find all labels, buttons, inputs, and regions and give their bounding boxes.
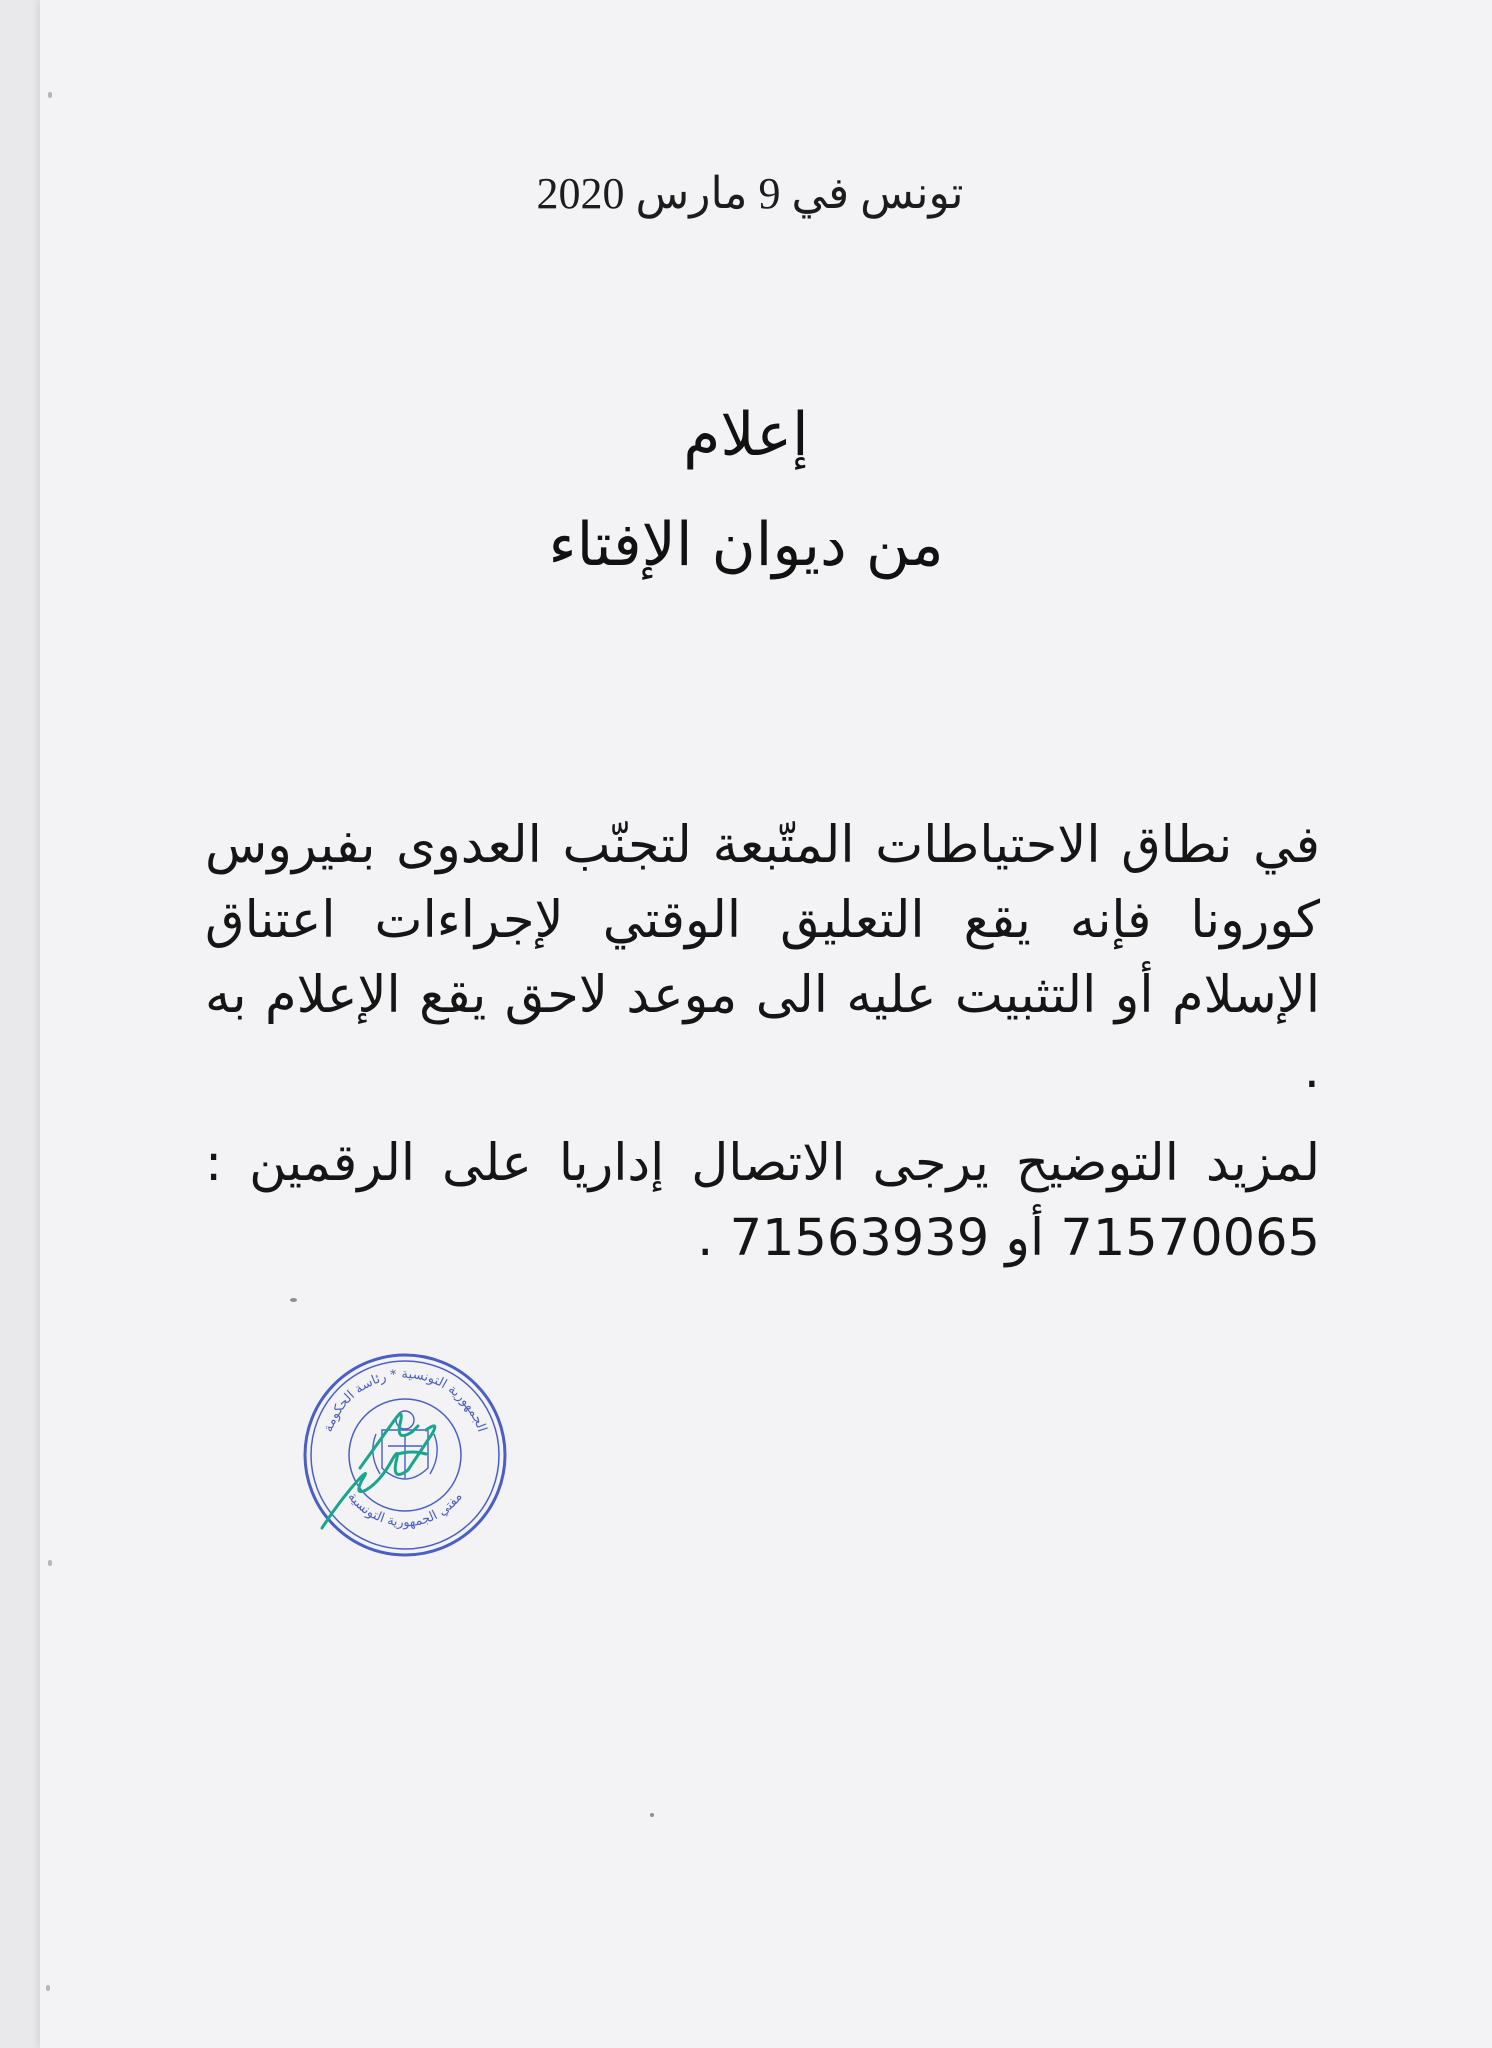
contact-intro: لمزيد التوضيح يرجى الاتصال إداريا على الرقمين : (205, 1134, 1320, 1193)
connector-word: أو (1005, 1209, 1045, 1268)
official-stamp (300, 1350, 510, 1560)
notice-subtitle: من ديوان الإفتاء (548, 510, 944, 580)
closing-dot: . (697, 1209, 714, 1268)
scan-speck (650, 1813, 654, 1817)
scan-speck (290, 1298, 297, 1302)
notice-title: إعلام (683, 400, 809, 470)
date-line: تونس في 9 مارس 2020 (536, 169, 964, 218)
coat-of-arms-icon (373, 1411, 437, 1479)
stamp-ring-text-bottom: مفتي الجمهورية التونسية (344, 1489, 466, 1531)
scan-speck (48, 92, 52, 98)
stamp-ring-text-top: الجمهورية التونسية * رئاسة الحكومة (320, 1367, 490, 1435)
body-paragraph: في نطاق الاحتياطات المتّبعة لتجنّب العدوى بفيروس كورونا فإنه يقع التعليق الوقتي لإجراءات اعتناق الإسلام أو التثبيت عليه الى موعد لاحق يقع الإعلام به . (205, 816, 1320, 1100)
phone-number-2: 71563939 (729, 1209, 990, 1268)
contact-paragraph (205, 1126, 1320, 1276)
notice-body (205, 808, 1320, 1276)
phone-number-1: 71570065 (1060, 1209, 1320, 1268)
scan-speck (48, 1560, 52, 1566)
scan-speck (46, 1985, 50, 1991)
